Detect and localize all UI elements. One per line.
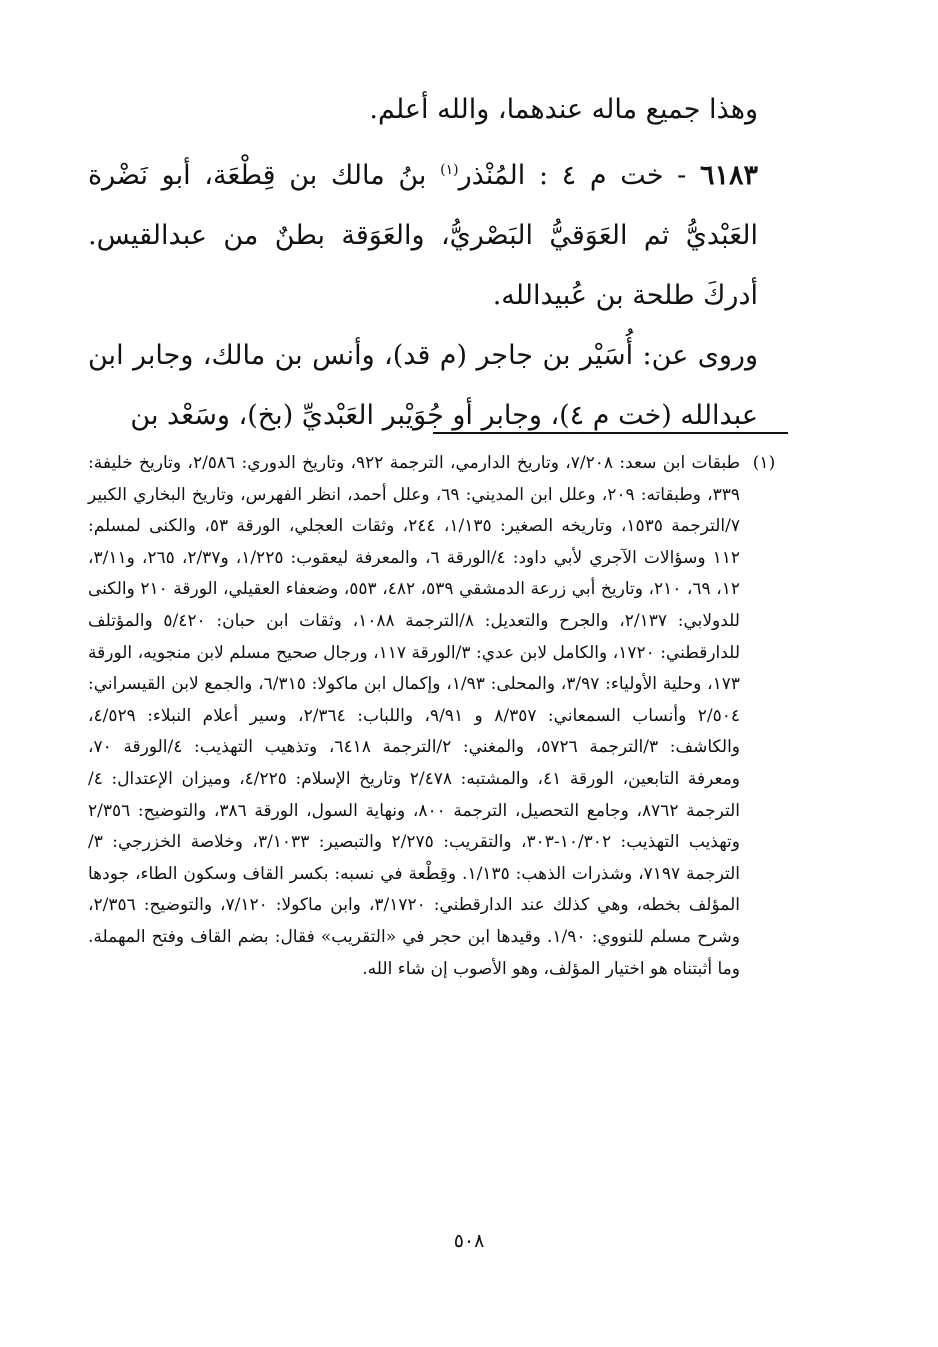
- closing-line: وهذا جميع ماله عندهما، والله أعلم.: [369, 94, 758, 125]
- main-text: [88, 80, 788, 446]
- entry-description: بنُ مالك بن قِطْعَة، أبو نَضْرة العَبْديُّ ثم العَوَقيُّ البَصْريُّ، والعَوَقة بطنٌ من عبدالقيس. أدركَ طلحة بن عُبيدالله.: [88, 160, 758, 311]
- narration-paragraph: وروى عن: أُسَيْر بن جاجر (م قد)، وأنس بن مالك، وجابر ابن عبدالله (خت م ٤)، وجابر أو جُوَيْبر العَبْديِّ (بخ)، وسَعْد بن: [88, 340, 758, 431]
- page-number: ٥٠٨: [453, 1230, 485, 1252]
- biography-entry: [88, 146, 788, 326]
- footnote-item: [88, 448, 788, 985]
- footnote-mark: (١): [752, 453, 776, 473]
- entry-number: ٦١٨٣: [700, 160, 759, 191]
- entry-symbols: - خت م ٤ :: [525, 160, 700, 191]
- entry-name: المُنْذر: [458, 160, 526, 191]
- footnote-separator: [433, 432, 788, 434]
- footnote-text: طبقات ابن سعد: ٧/٢٠٨، وتاريخ الدارمي، الترجمة ٩٢٢، وتاريخ الدوري: ٢/٥٨٦، وتاريخ خليفة: ٣٣٩، وطبقاته: ٢٠٩، وعلل ابن المديني: ٦٩، وعلل أحمد، انظر الفهرس، وتاريخ البخاري الكبير ٧/الترجمة ١٥٣٥، وتاريخه الصغير: ١/١٣٥، ٢٤٤، وثقات العجلي، الورقة ٥٣، والكنى لمسلم: ١١٢ وسؤالات الآجري لأبي داود: ٤/الورقة ٦، والمعرفة ليعقوب: ١/٢٢٥، و٢/٣٧، ٢٦٥، و٣/١١، ١٢، ٦٩، ٢١٠، وتاريخ أبي زرعة الدمشقي ٥٣٩، ٤٨٢، ٥٥٣، وضعفاء العقيلي، الورقة ٢١٠ والكنى للدولابي: ٢/١٣٧، والجرح والتعديل: ٨/الترجمة ١٠٨٨، وثقات ابن حبان: ٥/٤٢٠ والمؤتلف للدارقطني: ١٧٢٠، والكامل لابن عدي: ٣/الورقة ١١٧، ورجال صحيح مسلم لابن منجويه، الورقة ١٧٣، وحلية الأولياء: ٣/٩٧، والمحلى: ١/٩٣، وإكمال ابن ماكولا: ٦/٣١٥، والجمع لابن القيسراني: ٢/٥٠٤ وأنساب السمعاني: ٨/٣٥٧ و ٩/٩١، واللباب: ٢/٣٦٤، وسير أعلام النبلاء: ٤/٥٢٩، والكاشف: ٣/الترجمة ٥٧٢٦، والمغني: ٢/الترجمة ٦٤١٨، وتذهيب التهذيب: ٤/الورقة ٧٠، ومعرفة التابعين، الورقة ٤١، والمشتبه: ٢/٤٧٨ وتاريخ الإسلام: ٤/٢٢٥، وميزان الإعتدال: ٤/الترجمة ٨٧٦٢، وجامع التحصيل، الترجمة ٨٠٠، ونهاية السول، الورقة ٣٨٦، والتوضيح: ٢/٣٥٦ وتهذيب التهذيب: ١٠/٣٠٢-٣٠٣، والتقريب: ٢/٢٧٥ والتبصير: ٣/١٠٣٣، وخلاصة الخزرجي: ٣/الترجمة ٧١٩٧، وشذرات الذهب: ١/١٣٥. وقِطْعة في نسبه: بكسر القاف وسكون الطاء، جودها المؤلف بخطه، وهي كذلك عند الدارقطني: ٣/١٧٢٠، وابن ماكولا: ٧/١٢٠، والتوضيح: ٢/٣٥٦، وشرح مسلم للنووي: ١/٩٠. وقيدها ابن حجر في «التقريب» فقال: بضم القاف وفتح المهملة. وما أثبتناه هو اختيار المؤلف، وهو الأصوب إن شاء الله.: [88, 453, 741, 979]
- footnote-reference: (١): [440, 162, 459, 178]
- footnotes: [88, 448, 788, 985]
